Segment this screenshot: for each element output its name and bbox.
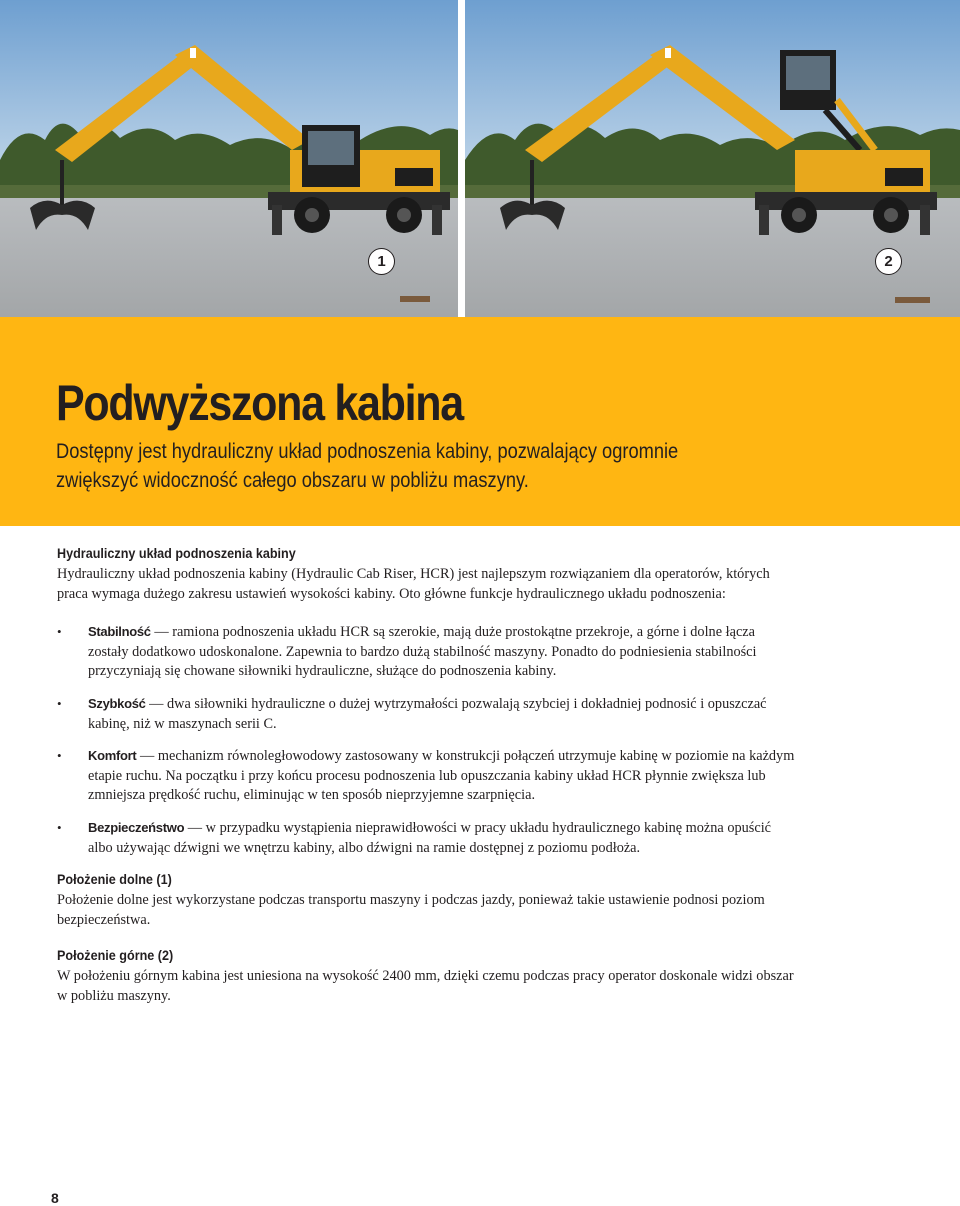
feature-term: Stabilność — [88, 624, 151, 640]
feature-text: — w przypadku wystąpienia nieprawidłowości w pracy układu hydraulicznego kabinę można opuścić albo używając dźwigni we wnętrzu kabiny, albo dźwigni na ramie dostępnej z poziomu podłoża. — [88, 819, 772, 856]
feature-term: Komfort — [88, 748, 137, 764]
page-title: Podwyższona kabina — [56, 375, 463, 431]
page-number: 8 — [51, 1190, 59, 1206]
list-item — [57, 622, 797, 682]
intro-heading: Hydrauliczny układ podnoszenia kabiny — [57, 545, 296, 561]
title-banner — [0, 317, 960, 526]
feature-term: Szybkość — [88, 695, 146, 711]
photo-badge-2: 2 — [875, 248, 902, 275]
section-lower-position — [57, 870, 797, 930]
photo-badge-1: 1 — [368, 248, 395, 275]
main-content — [57, 544, 797, 1007]
intro-text: Hydrauliczny układ podnoszenia kabiny (Hydraulic Cab Riser, HCR) jest najlepszym rozwiązaniem dla operatorów, których praca wymaga dużego zakresu ustawień wysokości kabiny. Oto główne funkcje hydraulicznego układu podnoszenia: — [57, 566, 770, 602]
section-text: W położeniu górnym kabina jest uniesiona na wysokość 2400 mm, dzięki czemu podczas pracy operator doskonale widzi obszar w pobliżu maszyny. — [57, 968, 794, 1004]
section-heading: Położenie górne (2) — [57, 947, 174, 964]
page-subtitle: Dostępny jest hydrauliczny układ podnoszenia kabiny, pozwalający ogromnie zwiększyć widoczność całego obszaru w pobliżu maszyny. — [56, 440, 679, 492]
photo-cab-lowered — [0, 0, 458, 317]
feature-text: — dwa siłowniki hydrauliczne o dużej wytrzymałości pozwalają szybciej i dokładniej podnosić i opuszczać kabinę, niż w maszynach serii C. — [88, 695, 767, 732]
list-item — [57, 694, 797, 734]
section-heading: Położenie dolne (1) — [57, 871, 172, 888]
photo-cab-raised — [465, 0, 960, 317]
photo-strip — [0, 0, 960, 317]
section-upper-position — [57, 946, 797, 1006]
section-text: Położenie dolne jest wykorzystane podczas transportu maszyny i podczas jazdy, ponieważ takie ustawienie podnosi poziom bezpieczeństwa. — [57, 892, 765, 928]
feature-text: — mechanizm równoległowodowy zastosowany w konstrukcji połączeń utrzymuje kabinę w poziomie na każdym etapie ruchu. Na początku i przy końcu procesu podnoszenia lub opuszczania kabiny układ HCR płynnie zwiększa lub zmniejsza prędkość ruchu, eliminując w ten sposób nieprzyjemne szarpnięcia. — [88, 748, 795, 804]
feature-text: — ramiona podnoszenia układu HCR są szerokie, mają duże prostokątne przekroje, a górne i dolne łącza zostały dodatkowo udoskonalone. Zapewnia to bardzo dużą stabilność maszyny. Ponadto do podniesienia stabilności przyczyniają się chowane siłowniki hydrauliczne, służące do podnoszenia kabiny. — [88, 624, 757, 680]
list-item — [57, 746, 797, 806]
list-item — [57, 818, 797, 858]
feature-list — [57, 622, 797, 858]
feature-term: Bezpieczeństwo — [88, 819, 185, 835]
